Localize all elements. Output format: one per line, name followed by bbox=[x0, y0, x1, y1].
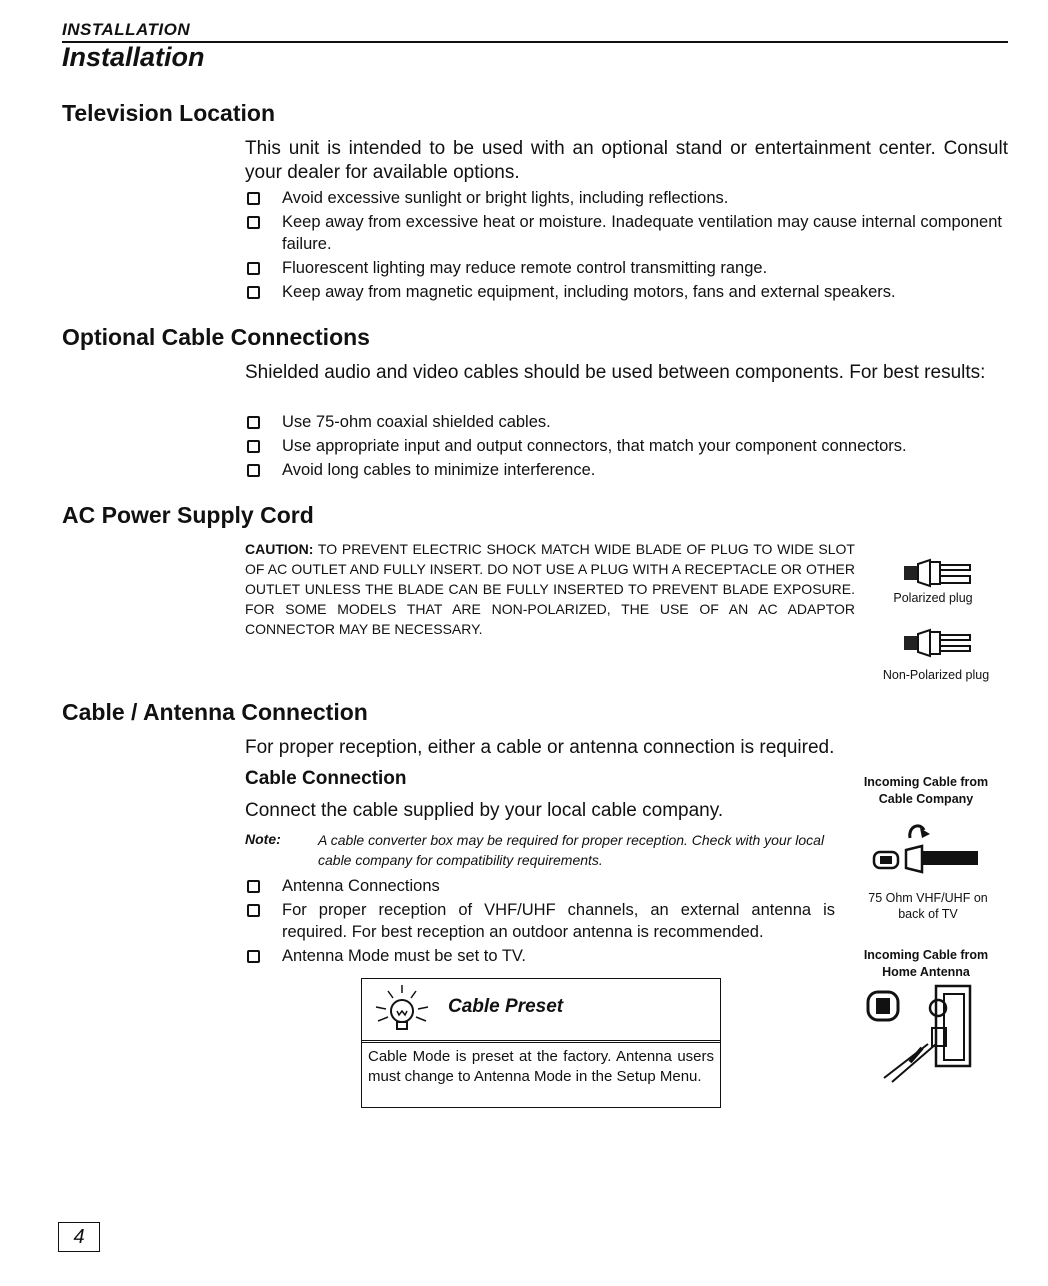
checkbox-bullet-icon bbox=[247, 440, 260, 453]
list-item: For proper reception of VHF/UHF channels, an external antenna is required. For best reception an outdoor antenna is recommended. bbox=[245, 899, 835, 943]
antenna-intro: For proper reception, either a cable or antenna connection is required. bbox=[245, 737, 835, 758]
antenna-heading: Cable / Antenna Connection bbox=[62, 699, 368, 725]
cable-preset-text: Cable Mode is preset at the factory. Antenna users must change to Antenna Mode in the Setup Menu. bbox=[368, 1048, 714, 1085]
note-text: A cable converter box may be required for proper reception. Check with your local cable company for compatibility requirements. bbox=[318, 832, 825, 868]
checkbox-bullet-icon bbox=[247, 416, 260, 429]
list-item: Keep away from excessive heat or moisture. Inadequate ventilation may cause internal component failure. bbox=[245, 211, 1010, 255]
list-item: Avoid long cables to minimize interference. bbox=[245, 459, 1010, 481]
coax-cable-connector-icon bbox=[868, 818, 984, 878]
cable-preset-header bbox=[362, 979, 720, 1043]
lightbulb-icon bbox=[366, 981, 438, 1037]
checkbox-bullet-icon bbox=[247, 880, 260, 893]
cable-connection-subheading: Cable Connection bbox=[245, 768, 407, 789]
checkbox-bullet-icon bbox=[247, 464, 260, 477]
checkbox-bullet-icon bbox=[247, 904, 260, 917]
list-item: Use 75-ohm coaxial shielded cables. bbox=[245, 411, 1010, 433]
tv-location-intro: This unit is intended to be used with an optional stand or entertainment center. Consult your dealer for available options. bbox=[245, 138, 1008, 183]
home-antenna-figure-title: Incoming Cable from Home Antenna bbox=[863, 948, 989, 979]
polarized-plug-caption: Polarized plug bbox=[893, 591, 973, 605]
cable-preset-box bbox=[361, 978, 721, 1108]
antenna-list bbox=[245, 875, 835, 969]
checkbox-bullet-icon bbox=[247, 216, 260, 229]
non-polarized-plug-icon bbox=[896, 626, 986, 660]
cable-preset-title: Cable Preset bbox=[448, 996, 564, 1017]
checkbox-bullet-icon bbox=[247, 192, 260, 205]
list-item: Avoid excessive sunlight or bright lights, including reflections. bbox=[245, 187, 1010, 209]
checkbox-bullet-icon bbox=[247, 950, 260, 963]
tv-location-list bbox=[245, 187, 1010, 305]
caution-body: TO PREVENT ELECTRIC SHOCK MATCH WIDE BLADE OF PLUG TO WIDE SLOT OF AC OUTLET AND FULLY INSERT. DO NOT USE A PLUG WITH A RECEPTACLE OR OTHER OUTLET UNLESS THE BLADE CAN BE FULLY INSERTED TO PREVENT BLADE EXPOSURE. FOR SOME MODELS THAT ARE NON-POLARIZED, THE USE OF AN AC ADAPTOR CONNECTOR MAY BE NECESSARY. bbox=[245, 541, 855, 637]
note-label: Note: bbox=[245, 831, 281, 847]
cable-company-figure-title: Incoming Cable from Cable Company bbox=[863, 775, 989, 806]
checkbox-bullet-icon bbox=[247, 286, 260, 299]
coax-caption: 75 Ohm VHF/UHF on back of TV bbox=[868, 891, 988, 921]
list-item: Keep away from magnetic equipment, including motors, fans and external speakers. bbox=[245, 281, 1010, 303]
cable-connection-intro: Connect the cable supplied by your local cable company. bbox=[245, 800, 724, 821]
caution-text bbox=[245, 539, 855, 639]
cable-connections-heading: Optional Cable Connections bbox=[62, 324, 370, 350]
list-item: Fluorescent lighting may reduce remote control transmitting range. bbox=[245, 257, 1010, 279]
list-item: Use appropriate input and output connectors, that match your component connectors. bbox=[245, 435, 1010, 457]
checkbox-bullet-icon bbox=[247, 262, 260, 275]
cable-connections-list bbox=[245, 411, 1010, 483]
polarized-plug-icon bbox=[896, 556, 986, 590]
ac-power-heading: AC Power Supply Cord bbox=[62, 502, 314, 528]
list-item: Antenna Connections bbox=[245, 875, 835, 897]
antenna-connector-icon bbox=[862, 982, 982, 1088]
list-item: Antenna Mode must be set to TV. bbox=[245, 945, 835, 967]
tv-location-heading: Television Location bbox=[62, 100, 275, 126]
cable-connections-intro: Shielded audio and video cables should be used between components. For best results: bbox=[245, 362, 986, 383]
running-head: INSTALLATION bbox=[62, 20, 191, 39]
caution-label: CAUTION: bbox=[245, 541, 314, 557]
page-number: 4 bbox=[58, 1222, 100, 1252]
non-polarized-plug-caption: Non-Polarized plug bbox=[882, 668, 990, 682]
page-title: Installation bbox=[62, 42, 205, 72]
